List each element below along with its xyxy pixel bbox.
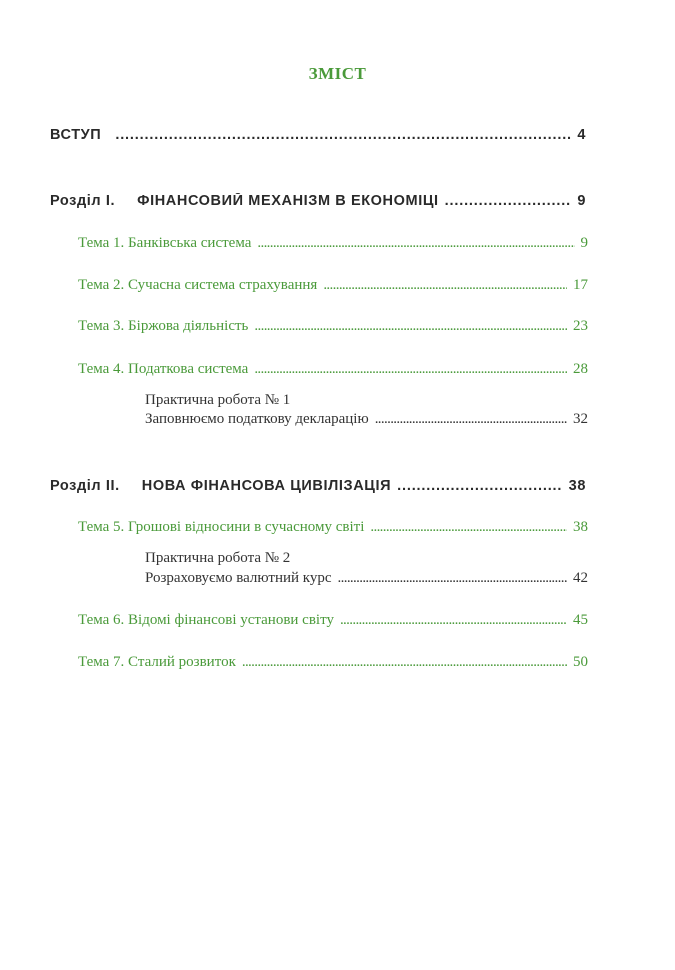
toc-topic-label: Тема 5. Грошові відносини в сучасному світі <box>78 519 365 535</box>
dot-leader <box>254 361 567 378</box>
practice-title: Практична робота № 1 <box>145 392 291 408</box>
page-title: ЗМІСТ <box>308 64 367 83</box>
toc-topic-page: 28 <box>573 361 588 377</box>
toc-intro-page: 4 <box>577 127 586 143</box>
toc-topic-label: Тема 4. Податкова система <box>78 361 249 377</box>
toc-section-name: НОВА ФІНАНСОВА ЦИВІЛІЗАЦІЯ <box>141 478 392 494</box>
dot-leader <box>323 277 567 294</box>
toc-section-2[interactable] <box>50 478 586 494</box>
toc-topic-label: Тема 6. Відомі фінансові установи світу <box>78 612 334 628</box>
dot-leader <box>370 519 567 536</box>
toc-section-page: 9 <box>577 193 586 209</box>
toc-section-label: Розділ ІІ. <box>50 478 120 494</box>
toc-practice-page: 42 <box>573 570 588 586</box>
dot-leader <box>115 127 571 143</box>
toc-practice-page: 32 <box>573 411 588 427</box>
toc-topic-page: 9 <box>580 235 588 251</box>
toc-topic-page: 38 <box>573 519 588 535</box>
toc-topic-5[interactable] <box>78 519 588 536</box>
toc-topic-3[interactable] <box>78 318 588 335</box>
toc-section-label: Розділ І. <box>50 193 116 209</box>
toc-topic-2[interactable] <box>78 277 588 294</box>
toc-practice-2[interactable] <box>145 570 588 587</box>
toc-intro-label: ВСТУП <box>50 127 102 143</box>
dot-leader <box>254 318 567 335</box>
toc-topic-page: 23 <box>573 318 588 334</box>
toc-topic-label: Тема 1. Банківська система <box>78 235 252 251</box>
toc-topic-page: 45 <box>573 612 588 628</box>
dot-leader <box>445 193 572 209</box>
toc-topic-label: Тема 3. Біржова діяльність <box>78 318 249 334</box>
toc-intro[interactable] <box>50 127 586 143</box>
toc-topic-4[interactable] <box>78 361 588 378</box>
toc-topic-page: 50 <box>573 654 588 670</box>
toc-topic-6[interactable] <box>78 612 588 629</box>
dot-leader <box>242 654 567 671</box>
toc-topic-label: Тема 7. Сталий розвиток <box>78 654 236 670</box>
practice-title: Практична робота № 2 <box>145 550 291 566</box>
toc-section-name: ФІНАНСОВИЙ МЕХАНІЗМ В ЕКОНОМІЦІ <box>137 193 439 209</box>
toc-topic-1[interactable] <box>78 235 588 252</box>
toc-practice-label: Розраховуємо валютний курс <box>145 570 332 586</box>
toc-section-page: 38 <box>568 478 586 494</box>
dot-leader <box>257 235 574 252</box>
toc-section-1[interactable] <box>50 193 586 209</box>
toc-practice-label: Заповнюємо податкову декларацію <box>145 411 369 427</box>
dot-leader <box>340 612 567 629</box>
dot-leader <box>375 411 567 428</box>
toc-topic-label: Тема 2. Сучасна система страхування <box>78 277 318 293</box>
toc-practice-1[interactable] <box>145 411 588 428</box>
toc-topic-7[interactable] <box>78 654 588 671</box>
dot-leader <box>338 570 567 587</box>
dot-leader <box>397 478 563 494</box>
toc-topic-page: 17 <box>573 277 588 293</box>
